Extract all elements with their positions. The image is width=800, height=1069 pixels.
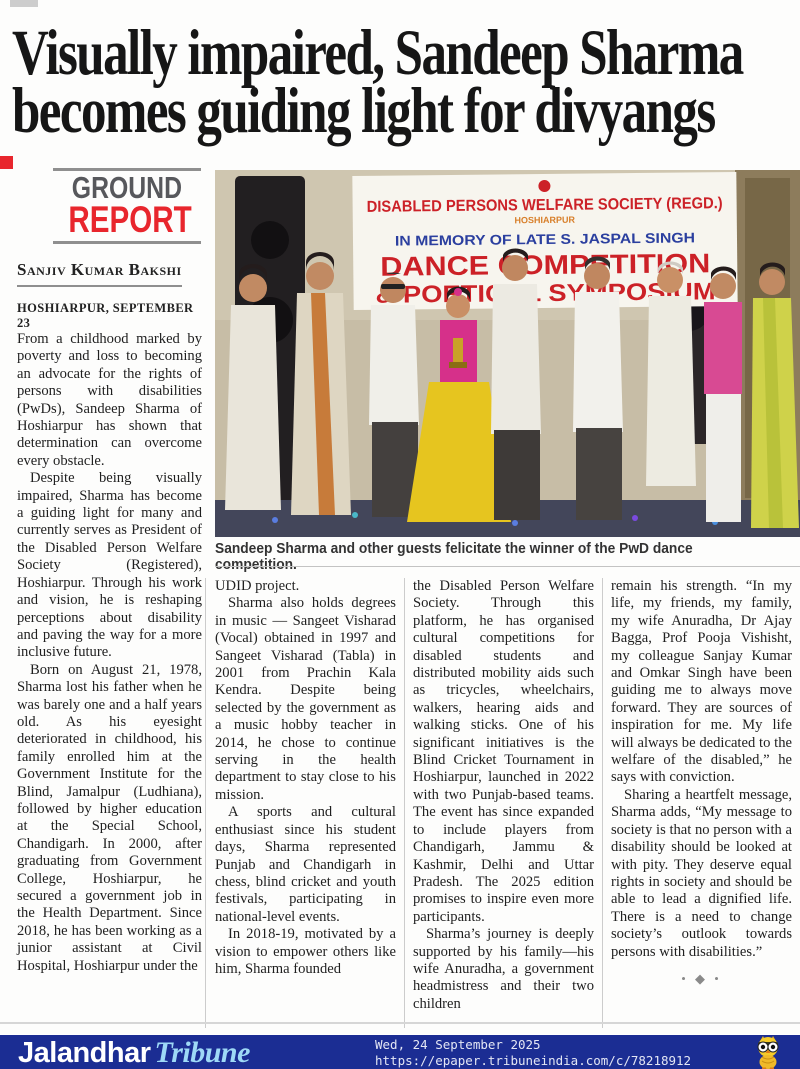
- photo-illustration: [215, 170, 800, 537]
- banner-line1: DISABLED PERSONS WELFARE SOCIETY (REGD.): [366, 194, 755, 216]
- footer-meta: [375, 1037, 691, 1068]
- banner-line3: IN MEMORY OF LATE S. JASPAL SINGH: [394, 229, 662, 249]
- paragraph: Sharing a heartfelt message, Sharma adds, “My message to society is that no person with a disability should be looked at with pity. They deserve equal rights in society and should be able to lead a dignified life. There is a need to change society’s outlook towards persons with disabilities.”: [611, 786, 792, 960]
- red-corner-block: [0, 156, 13, 169]
- page-bottom-rule: [0, 1022, 800, 1024]
- ground-report-kicker: [53, 168, 201, 244]
- caption-rule: [215, 566, 800, 567]
- column-separator: [602, 578, 603, 1028]
- paragraph: From a childhood marked by poverty and loss to becoming an advocate for the rights of persons with disabilities (PwDs), Sandeep Sharma of Hoshiarpur has shown that determination can overcome every obstacle.: [17, 331, 202, 469]
- article-column-2: [215, 578, 396, 978]
- article-end-mark: • ◆ •: [681, 970, 722, 986]
- banner-line2: HOSHIARPUR: [514, 214, 576, 226]
- footer-date: Wed, 24 September 2025: [375, 1037, 541, 1052]
- article-headline: [12, 17, 800, 147]
- byline: Sanjiv Kumar Bakshi: [17, 260, 182, 287]
- paragraph: A sports and cultural enthusiast since his student days, Sharma represented Punjab and Chandigarh in chess, blind cricket and youth festivals, participating in national-level events.: [215, 804, 396, 925]
- event-banner: [352, 172, 755, 310]
- paragraph: Sharma also holds degrees in music — Sangeet Visharad (Vocal) obtained in 1997 and Sangeet Visharad (Tabla) in 2001 from Prachin Kala Kendra. Despite being selected by the government as a music hobby teacher in 2014, he chose to continue serving in the health department to stay close to his mission.: [215, 595, 396, 803]
- article-column-4: [611, 578, 792, 987]
- headline-line2: becomes guiding light for divyangs: [12, 75, 715, 147]
- column-separator: [404, 578, 405, 1028]
- kicker-word-report: REPORT: [68, 199, 192, 240]
- jalandhar-tribune-logo: [18, 1036, 250, 1069]
- paragraph: Born on August 21, 1978, Sharma lost his father when he was barely one and a half years old. As his eyesight deteriorated in childhood, his family enrolled him at the Government Institute for the Blind, Jamalpur (Ludhiana), followed by higher education at the Special School, Chandigarh. In 2000, after graduating from Government College, Hoshiarpur, he secured a government job in the Health Department. Since 2018, he has been working as a junior assistant at Civil Hospital, Hoshiarpur under the: [17, 661, 202, 974]
- dateline: HOSHIARPUR, SEPTEMBER 23: [17, 301, 194, 330]
- column-separator: [205, 578, 206, 1028]
- logo-masthead-text: Tribune: [154, 1036, 250, 1069]
- paragraph: remain his strength. “In my life, my friends, my family, my wife Anuradha, Dr Ajay Bagga, Prof Pooja Vishisht, my colleague Sanjay Kumar and Omkar Singh have been guiding me to always move forward. They are sources of inspiration for me. My life will always be dedicated to the welfare of the disabled,” he says with conviction.: [611, 578, 792, 786]
- epaper-footer-bar: [0, 1034, 800, 1069]
- footer-url-link[interactable]: https://epaper.tribuneindia.com/c/78218912: [375, 1052, 692, 1068]
- article-photo: [215, 170, 800, 537]
- paragraph: Sharma’s journey is deeply supported by his family—his wife Anuradha, a government headmistress and their two children: [413, 926, 594, 1012]
- paragraph: In 2018-19, motivated by a vision to empower others like him, Sharma founded: [215, 926, 396, 977]
- article-column-3: [413, 578, 594, 1013]
- photo-caption: Sandeep Sharma and other guests felicitate the winner of the PwD dance competition.: [215, 541, 693, 573]
- headline-line1: Visually impaired, Sandeep Sharma: [12, 17, 743, 89]
- logo-city-text: Jalandhar: [18, 1037, 151, 1069]
- kicker-word-ground: GROUND: [71, 170, 183, 205]
- paragraph: Despite being visually impaired, Sharma has become a guiding light for many and currently serves as President of the Disabled Person Welfare Society (Registered), Hoshiarpur. Through his work and vision, he is reshaping perceptions about disability and paving the way for a more inclusive future.: [17, 470, 202, 661]
- page-top-mark: [10, 0, 38, 7]
- paragraph: the Disabled Person Welfare Society. Through this platform, he has organised cultural competitions for disabled students and distributed mobility aids such as tricycles, wheelchairs, walkers, hearing aids and walking sticks. One of his significant initiatives is the Blind Cricket Tournament in Hoshiarpur, launched in 2022 with two Punjab-based teams. The event has since expanded to include players from Chandigarh, Jammu & Kashmir, Delhi and Uttar Pradesh. The 2025 edition promises to inspire even more participants.: [413, 578, 594, 925]
- paragraph: UDID project.: [215, 578, 300, 594]
- article-column-1: [17, 168, 202, 975]
- owl-mascot-icon[interactable]: [748, 1036, 788, 1069]
